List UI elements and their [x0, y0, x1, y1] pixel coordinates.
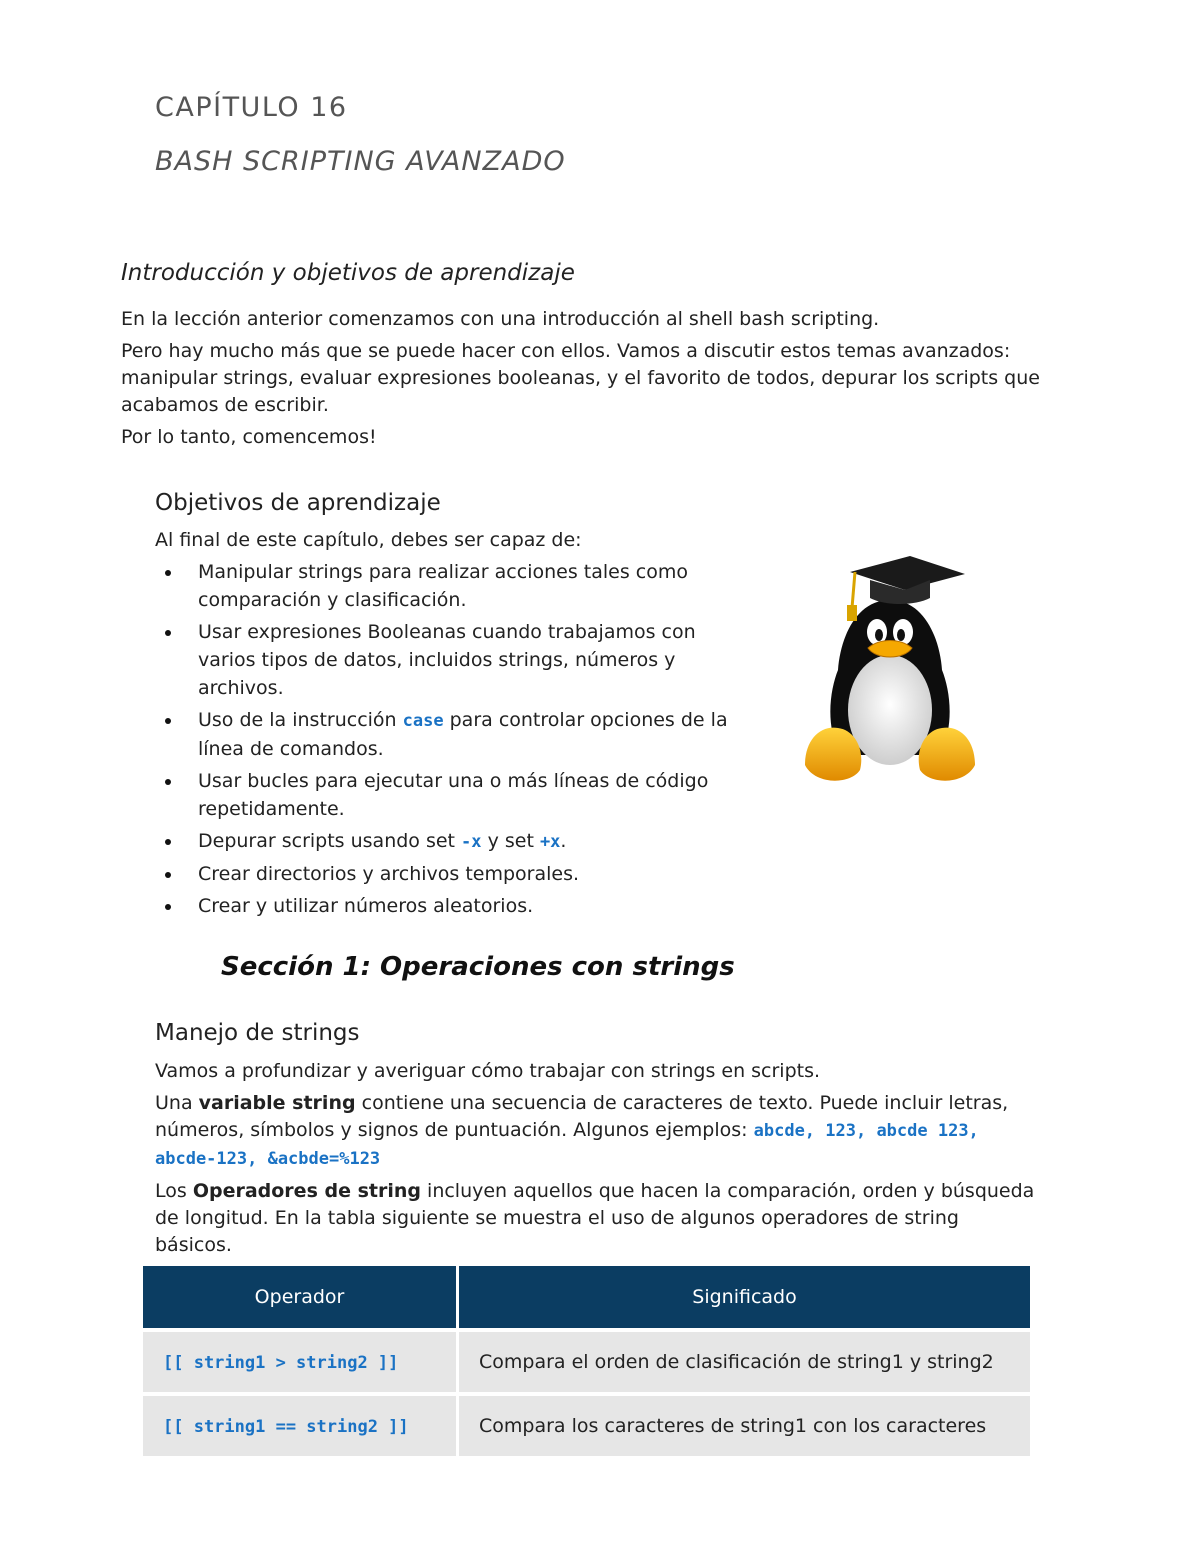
list-item: Uso de la instrucción case para controlar opciones de la línea de comandos.: [155, 706, 755, 763]
chapter-number: CAPÍTULO 16: [155, 92, 348, 123]
tux-graduate-penguin-icon: [800, 550, 980, 795]
inline-code: case: [402, 711, 444, 731]
operator-code: [[ string1 == string2 ]]: [163, 1417, 409, 1437]
strings-paragraph-3: Los Operadores de string incluyen aquellos que hacen la comparación, orden y búsqueda de longitud. En la tabla siguiente se muestra el uso de algunos operadores de string básicos.: [155, 1180, 1035, 1256]
strings-text: [155, 1058, 1035, 1259]
strings-heading: Manejo de strings: [155, 1020, 360, 1046]
table-row: [143, 1330, 1030, 1394]
intro-paragraph-3: Por lo tanto, comencemos!: [121, 426, 377, 448]
chapter-title: BASH SCRIPTING AVANZADO: [155, 146, 566, 177]
operator-code: [[ string1 > string2 ]]: [163, 1353, 399, 1373]
objectives-heading: Objetivos de aprendizaje: [155, 490, 441, 516]
inline-code: -x: [461, 832, 482, 852]
objectives-lead: Al final de este capítulo, debes ser capaz de:: [155, 529, 582, 551]
strings-paragraph-2: Una variable string contiene una secuencia de caracteres de texto. Puede incluir letras, números, símbolos y signos de puntuación. Algunos ejemplos: abcde, 123, abcde 123, abcde-123, &acbde=%123: [155, 1092, 1009, 1169]
string-operators-table: [143, 1266, 1030, 1456]
list-item: Crear directorios y archivos temporales.: [155, 860, 755, 888]
table-row: [143, 1394, 1030, 1456]
list-item: Depurar scripts usando set -x y set +x.: [155, 827, 755, 856]
inline-code: +x: [539, 832, 561, 852]
intro-heading: Introducción y objetivos de aprendizaje: [121, 260, 575, 286]
intro-paragraph-2: Pero hay mucho más que se puede hacer con ellos. Vamos a discutir estos temas avanzados: manipular strings, evaluar expresiones booleanas, y el favorito de todos, depurar los scripts que acabamos de escribir.: [121, 340, 1040, 416]
column-header-meaning: Significado: [458, 1266, 1031, 1330]
column-header-operator: Operador: [143, 1266, 458, 1330]
operator-meaning: Compara los caracteres de string1 con los caracteres: [458, 1394, 1031, 1456]
list-item: Crear y utilizar números aleatorios.: [155, 892, 755, 920]
objectives-list: [155, 558, 755, 924]
section-heading: Sección 1: Operaciones con strings: [221, 952, 735, 982]
intro-text: [121, 306, 1051, 451]
list-item: Usar bucles para ejecutar una o más líneas de código repetidamente.: [155, 767, 755, 823]
list-item: Manipular strings para realizar acciones tales como comparación y clasificación.: [155, 558, 755, 614]
strings-paragraph-1: Vamos a profundizar y averiguar cómo trabajar con strings en scripts.: [155, 1060, 821, 1082]
intro-paragraph-1: En la lección anterior comenzamos con una introducción al shell bash scripting.: [121, 308, 880, 330]
inline-code: abcde, 123, abcde 123, abcde-123, &acbde=%123: [155, 1121, 979, 1169]
list-item: Usar expresiones Booleanas cuando trabajamos con varios tipos de datos, incluidos strings, números y archivos.: [155, 618, 755, 702]
operator-meaning: Compara el orden de clasificación de string1 y string2: [458, 1330, 1031, 1394]
